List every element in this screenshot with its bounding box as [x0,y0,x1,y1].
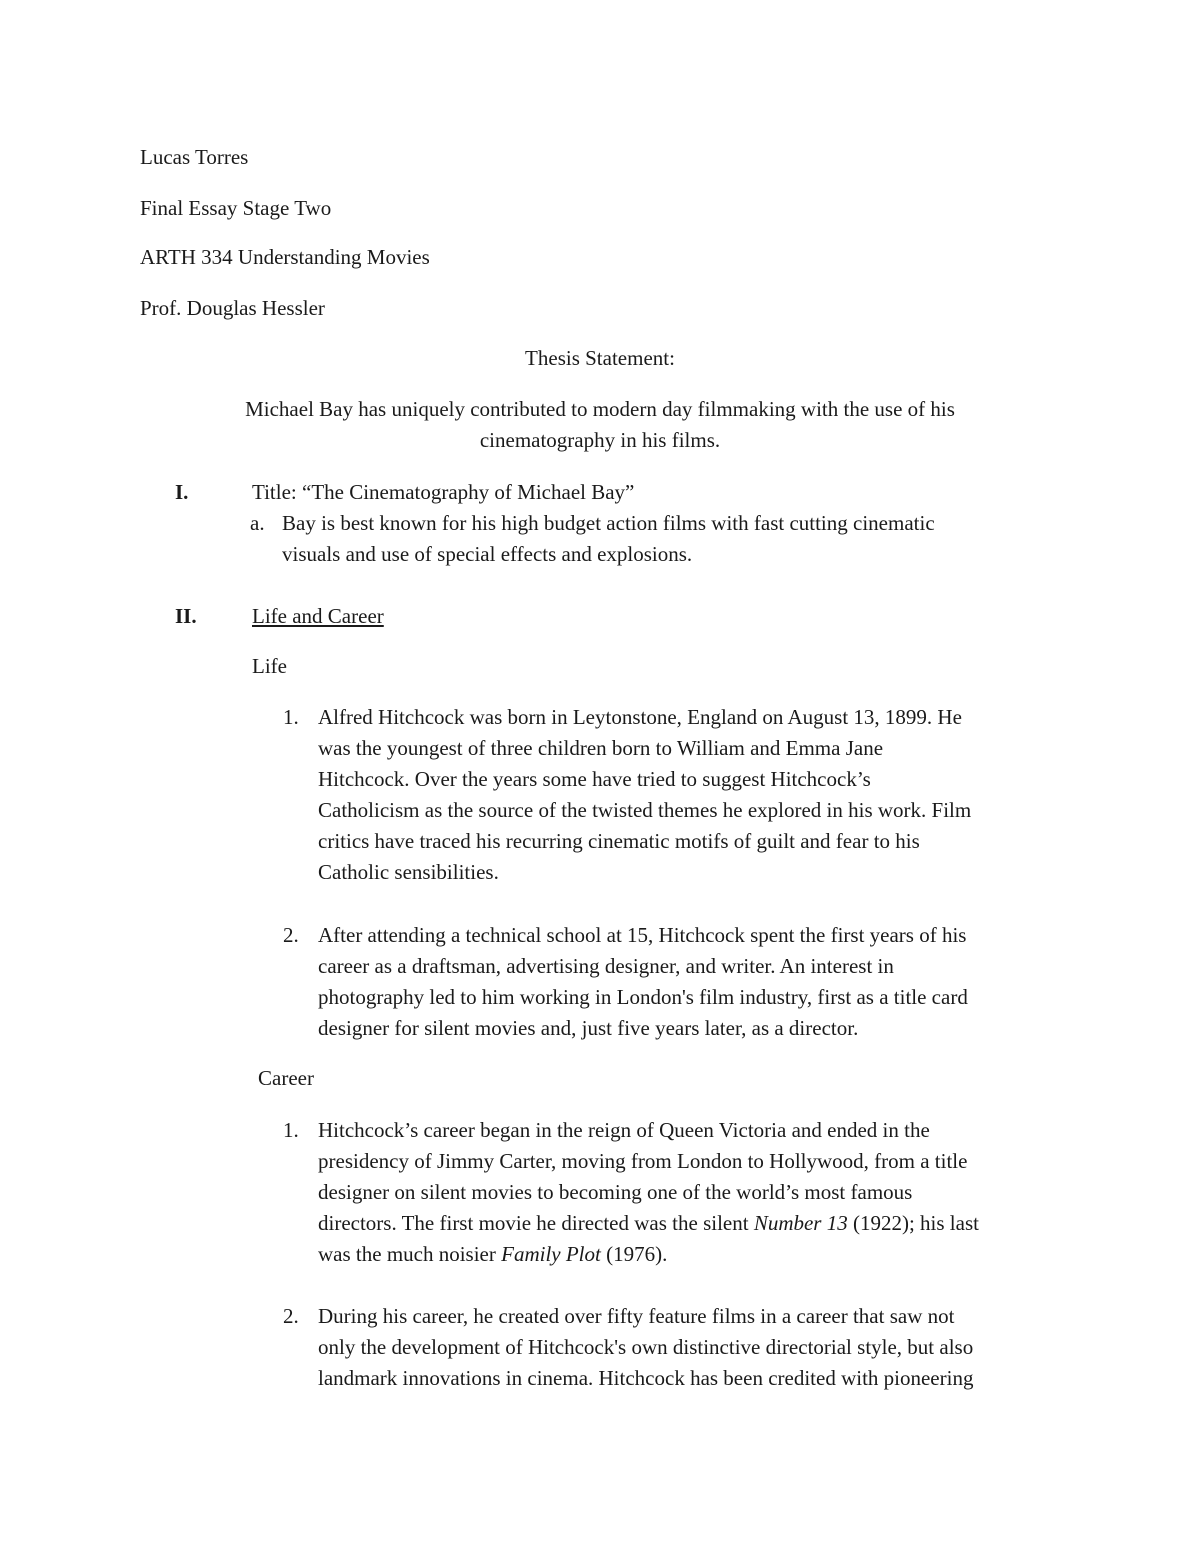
career-item-1-line [318,1213,979,1234]
thesis-line-1: Michael Bay has uniquely contributed to modern day filmmaking with the use of his [245,397,955,421]
life-item-1-line: Catholicism as the source of the twisted themes he explored in his work. Film [318,798,972,822]
author-name: Lucas Torres [140,145,249,169]
career-line-4-text: directors. The first movie he directed was the silent [318,1211,754,1235]
life-item-1-marker: 1. [283,705,299,729]
professor-name: Prof. Douglas Hessler [140,296,325,320]
film-title-family-plot: Family Plot [501,1242,601,1266]
section-1-item-a-line-1: Bay is best known for his high budget action films with fast cutting cinematic [282,511,935,535]
life-item-2-marker: 2. [283,923,299,947]
life-item-1-line: Hitchcock. Over the years some have tried to suggest Hitchcock’s [318,767,871,791]
career-item-2-line: landmark innovations in cinema. Hitchcock has been credited with pioneering [318,1366,974,1390]
career-line-4-text-end: (1922); his last [847,1211,979,1235]
life-item-2-line: career as a draftsman, advertising designer, and writer. An interest in [318,954,894,978]
career-line-5-text-end: (1976). [600,1242,668,1266]
career-item-1-marker: 1. [283,1118,299,1142]
assignment-title: Final Essay Stage Two [140,196,332,220]
career-item-1-line: presidency of Jimmy Carter, moving from London to Hollywood, from a title [318,1149,968,1173]
life-item-2-line: photography led to him working in London's film industry, first as a title card [318,985,968,1009]
career-heading: Career [258,1066,314,1090]
life-item-1-line: critics have traced his recurring cinematic motifs of guilt and fear to his [318,829,920,853]
section-2-numeral: II. [175,604,197,628]
section-1-numeral: I. [175,480,189,504]
thesis-line-2: cinematography in his films. [479,428,721,452]
film-title-number-13: Number 13 [753,1211,848,1235]
career-item-1-line [318,1244,667,1265]
life-item-2-line: designer for silent movies and, just five years later, as a director. [318,1016,859,1040]
career-item-1-line: designer on silent movies to becoming one of the world’s most famous [318,1180,913,1204]
life-item-1-line: Alfred Hitchcock was born in Leytonstone, England on August 13, 1899. He [318,705,962,729]
life-heading: Life [252,654,287,678]
thesis-heading: Thesis Statement: [525,346,675,370]
life-item-2-line: After attending a technical school at 15, Hitchcock spent the first years of his [318,923,967,947]
career-item-2-marker: 2. [283,1304,299,1328]
career-item-2-line: only the development of Hitchcock's own distinctive directorial style, but also [318,1335,974,1359]
life-item-1-line: Catholic sensibilities. [318,860,499,884]
career-line-5-text: was the much noisier [318,1242,502,1266]
section-2-title: Life and Career [252,604,384,628]
section-1-title: Title: “The Cinematography of Michael Bay” [252,480,635,504]
career-item-1-line: Hitchcock’s career began in the reign of Queen Victoria and ended in the [318,1118,930,1142]
course-name: ARTH 334 Understanding Movies [140,245,430,269]
section-1-item-a-line-2: visuals and use of special effects and explosions. [282,542,693,566]
life-item-1-line: was the youngest of three children born to William and Emma Jane [318,736,884,760]
career-item-2-line: During his career, he created over fifty feature films in a career that saw not [318,1304,955,1328]
section-1-item-a-marker: a. [250,511,265,535]
